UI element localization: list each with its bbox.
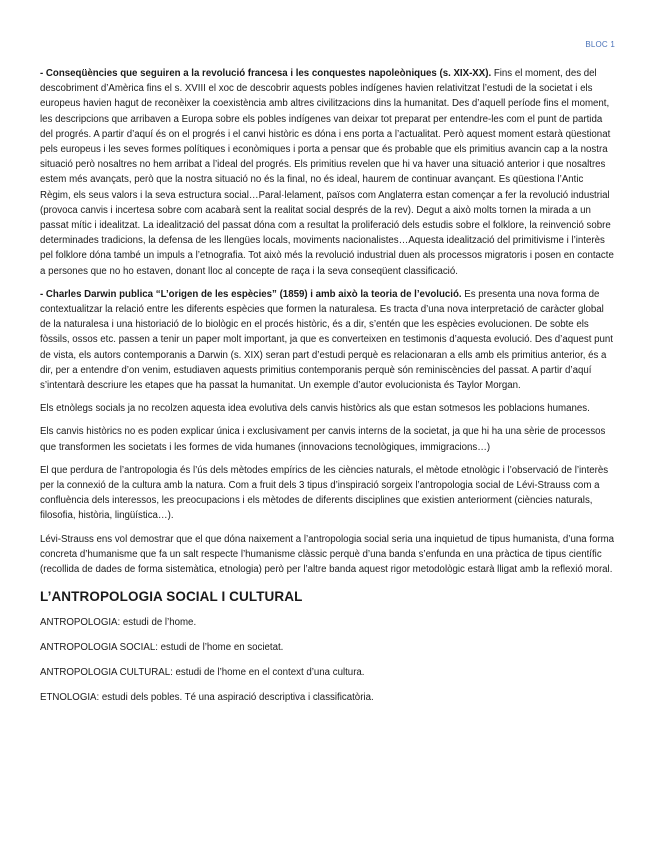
definition-antropologia-cultural: ANTROPOLOGIA CULTURAL: estudi de l’home en el context d’una cultura. bbox=[40, 666, 365, 678]
definition-antropologia: ANTROPOLOGIA: estudi de l’home. bbox=[40, 616, 197, 628]
page-header-label: BLOC 1 bbox=[585, 40, 615, 49]
paragraph-revolution bbox=[40, 66, 615, 279]
paragraph-anthropology-methods: El que perdura de l’antropologia és l’ús dels mètodes empírics de les ciències naturals, el mètode etnològic i l’observació de l’interès per la connexió de la cultura amb la natura. Com a fruit dels 3 tipus d’inspiració sorgeix l’antropologia social de Lévi-Strauss com a confluència dels interessos, les preocupacions i els mètodes de diferents disciplines que existien anteriorment (ciències naturals, filosofia, història, lingüística…). bbox=[40, 464, 609, 522]
document-body bbox=[40, 66, 615, 715]
paragraph-darwin bbox=[40, 287, 615, 393]
paragraph-levi-strauss: Lévi-Strauss ens vol demostrar que el que dóna naixement a l’antropologia social seria una inquietud de tipus humanista, d’una forma concreta d’humanisme que fa un salt respecte l’humanisme clàssic perquè d’una banda s’enfunda en una pràctica de tipus científic (recollida de dades de forma sistemàtica, etnologia) però per l’altre banda aquest rigor metodològic estarà lligat amb la reflexió moral. bbox=[40, 533, 615, 576]
paragraph-text: Fins el moment, des del descobriment d’Amèrica fins el s. XVIII el xoc de descobrir aquests pobles indígenes havien relativitzat l’estudi de la societat i els europeus havien hagut de reconèixer la coexistència amb altres civilitzacions dins la humanitat. Des d’aquell període fins el moment, les descripcions que arribaven a Europa sobre els pobles indígenes van deixar tot preparat per entendre-les com el punt de partida del progrés. A partir d’aquí és on el progrés i el canvi històric es dóna i ens porta a l’actualitat. Però aquest moment estarà qüestionat pels europeus i les seves formes polítiques i econòmiques i porta a pensar que és probable que els primitius avancin cap a la nostra situació però nosaltres no hem arribat a l’ideal del progrés. Els primitius revelen que hi va haver una situació anterior i que nosaltres estem més avançats, però que la nostra situació no és la final, no és ideal, haurem de continuar avançant. Es qüestiona l’Antic Règim, els seus valors i la seva estructura social…Paral·lelament, països com Anglaterra estan començar a fer la revolució industrial (provoca canvis i incertesa sobre com acabarà sent la realitat social després de la rev). Degut a això molts tornen la mirada a un passat mític i idealitzat. La idealització del passat dóna com a resultat la proliferació dels estudis sobre el folklore, la reinvenció sobre determinades tradicions, la defensa de les llengües locals, moviments nacionalistes…Aquesta idealització del primitivisme i l’interès pel folklore dóna també un impuls a l’etnografia. Tot això més la revolució industrial duen als processos migratoris i posen en contacte a persones que no ho estaven, donant lloc al concepte de raça i la seva conseqüent classificació. bbox=[40, 68, 614, 277]
paragraph-text: Es presenta una nova forma de contextualitzar la relació entre les diferents espècies que formen la naturalesa. Es tracta d’una nova interpretació de caràcter global de la naturalesa i una historiació de lo biològic en el procés històric, és a dir, s’entén que les espècies evolucionen. De sobte els fòssils, ossos etc. passen a tenir un paper molt important, ja que es converteixen en testimonis d’aquesta evolució. Des d’aquest punt de vista, els autors contemporanis a Darwin (s. XIX) seran part d’estudi perquè es relacionaran a ells amb els primitius anterior, és a dir, per a entendre d’on venim, estudiaven aquests primitius contemporanis perquè són reminiscències del passat. A partir d’aquí s’intentarà descriure les etapes que ha passat la humanitat. Un exemple d’autor evolucionista és Taylor Morgan. bbox=[40, 288, 613, 392]
paragraph-historical-changes: Els canvis històrics no es poden explicar única i exclusivament per canvis interns de la societat, ja que hi ha una sèrie de processos que transformen les societats i les formes de vida humanes (innovacions tecnològiques, immigracions…) bbox=[40, 426, 606, 453]
section-title: L’ANTROPOLOGIA SOCIAL I CULTURAL bbox=[40, 589, 303, 605]
definition-etnologia: ETNOLOGIA: estudi dels pobles. Té una aspiració descriptiva i classificatòria. bbox=[40, 692, 374, 704]
paragraph-lead: - Charles Darwin publica “L’origen de les espècies” (1859) i amb això la teoria de l’evolució. bbox=[40, 288, 462, 300]
paragraph-ethnologists: Els etnòlegs socials ja no recolzen aquesta idea evolutiva dels canvis històrics als que estan sotmesos les poblacions humanes. bbox=[40, 403, 590, 415]
definition-antropologia-social: ANTROPOLOGIA SOCIAL: estudi de l’home en societat. bbox=[40, 641, 284, 653]
paragraph-lead: - Conseqüències que seguiren a la revolució francesa i les conquestes napoleòniques (s. XIX-XX). bbox=[40, 68, 492, 79]
